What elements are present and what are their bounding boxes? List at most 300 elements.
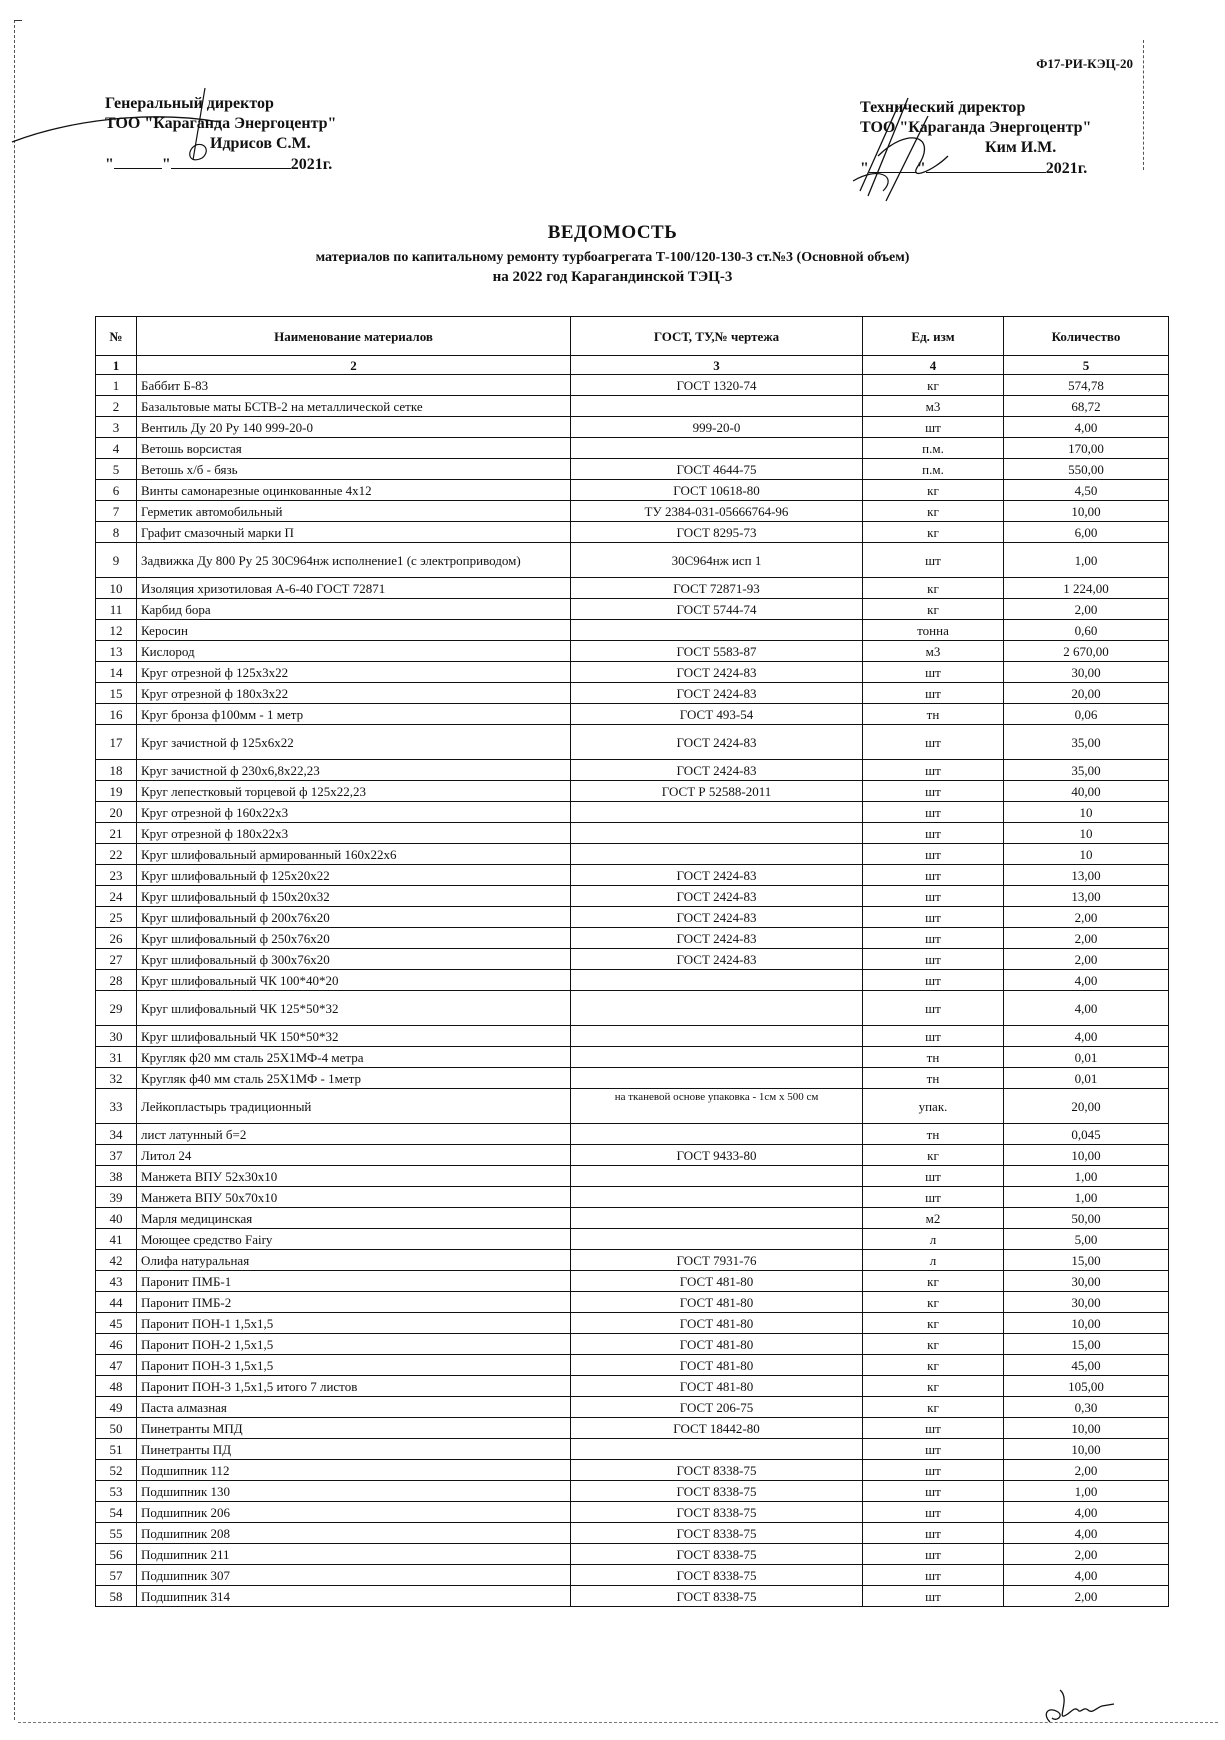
quantity: 2,00 — [1004, 599, 1169, 620]
row-number: 9 — [96, 543, 137, 578]
material-name: Кругляк ф20 мм сталь 25Х1МФ-4 метра — [137, 1047, 571, 1068]
material-name: Круг отрезной ф 160х22х3 — [137, 802, 571, 823]
material-name: Круг шлифовальный ЧК 150*50*32 — [137, 1026, 571, 1047]
date-quote-open: " — [860, 160, 869, 177]
row-number: 46 — [96, 1334, 137, 1355]
gost-reference: ГОСТ 2424-83 — [571, 760, 863, 781]
row-number: 18 — [96, 760, 137, 781]
quantity: 4,00 — [1004, 417, 1169, 438]
unit-of-measure: шт — [863, 844, 1004, 865]
date-quote-close: " — [161, 156, 171, 173]
row-number: 42 — [96, 1250, 137, 1271]
column-number: 2 — [137, 356, 571, 375]
table-row — [96, 1418, 1169, 1439]
gost-reference: ГОСТ 4644-75 — [571, 459, 863, 480]
unit-of-measure: шт — [863, 1544, 1004, 1565]
gost-reference: ГОСТ 8295-73 — [571, 522, 863, 543]
material-name: Круг отрезной ф 180х3х22 — [137, 683, 571, 704]
table-header-row — [96, 317, 1169, 356]
material-name: Пинетранты МПД — [137, 1418, 571, 1439]
row-number: 1 — [96, 375, 137, 396]
quantity: 0,01 — [1004, 1047, 1169, 1068]
material-name: Круг лепестковый торцевой ф 125х22,23 — [137, 781, 571, 802]
material-name: Ветошь х/б - бязь — [137, 459, 571, 480]
quantity: 40,00 — [1004, 781, 1169, 802]
quantity: 10 — [1004, 802, 1169, 823]
quantity: 45,00 — [1004, 1355, 1169, 1376]
material-name: Круг отрезной ф 125х3х22 — [137, 662, 571, 683]
gost-reference: ГОСТ 8338-75 — [571, 1586, 863, 1607]
quantity: 4,00 — [1004, 991, 1169, 1026]
unit-of-measure: шт — [863, 1439, 1004, 1460]
quantity: 1,00 — [1004, 1166, 1169, 1187]
unit-of-measure: шт — [863, 1418, 1004, 1439]
day-blank — [869, 158, 917, 173]
row-number: 39 — [96, 1187, 137, 1208]
col-header-name: Наименование материалов — [137, 317, 571, 356]
quantity: 170,00 — [1004, 438, 1169, 459]
approval-general-director — [105, 94, 336, 175]
gost-reference: ГОСТ Р 52588-2011 — [571, 781, 863, 802]
row-number: 24 — [96, 886, 137, 907]
gost-reference — [571, 1026, 863, 1047]
table-row — [96, 459, 1169, 480]
table-row — [96, 1292, 1169, 1313]
row-number: 4 — [96, 438, 137, 459]
approval-date — [860, 158, 1091, 179]
date-quote-close: " — [916, 160, 926, 177]
unit-of-measure: шт — [863, 662, 1004, 683]
table-row — [96, 1439, 1169, 1460]
quantity: 0,60 — [1004, 620, 1169, 641]
gost-reference: ГОСТ 493-54 — [571, 704, 863, 725]
unit-of-measure: упак. — [863, 1089, 1004, 1124]
unit-of-measure: л — [863, 1229, 1004, 1250]
unit-of-measure: кг — [863, 1376, 1004, 1397]
table-row — [96, 375, 1169, 396]
row-number: 53 — [96, 1481, 137, 1502]
table-row — [96, 865, 1169, 886]
unit-of-measure: кг — [863, 375, 1004, 396]
gost-reference: ГОСТ 481-80 — [571, 1271, 863, 1292]
row-number: 29 — [96, 991, 137, 1026]
column-number: 5 — [1004, 356, 1169, 375]
material-name: Круг зачистной ф 230х6,8х22,23 — [137, 760, 571, 781]
approval-company: ТОО "Караганда Энергоцентр" — [105, 115, 337, 132]
material-name: Подшипник 307 — [137, 1565, 571, 1586]
table-row — [96, 1460, 1169, 1481]
material-name: Манжета ВПУ 50х70х10 — [137, 1187, 571, 1208]
unit-of-measure: кг — [863, 1313, 1004, 1334]
material-name: Изоляция хризотиловая А-6-40 ГОСТ 72871 — [137, 578, 571, 599]
table-row — [96, 1250, 1169, 1271]
gost-reference: ГОСТ 2424-83 — [571, 907, 863, 928]
table-row — [96, 578, 1169, 599]
material-name: Подшипник 206 — [137, 1502, 571, 1523]
gost-reference: ГОСТ 2424-83 — [571, 865, 863, 886]
quantity: 2,00 — [1004, 1460, 1169, 1481]
material-name: Марля медицинская — [137, 1208, 571, 1229]
row-number: 15 — [96, 683, 137, 704]
row-number: 22 — [96, 844, 137, 865]
unit-of-measure: шт — [863, 417, 1004, 438]
gost-reference: ГОСТ 5744-74 — [571, 599, 863, 620]
material-name: Герметик автомобильный — [137, 501, 571, 522]
material-name: Подшипник 130 — [137, 1481, 571, 1502]
gost-reference: на тканевой основе упаковка - 1см х 500 см — [571, 1089, 863, 1124]
table-row — [96, 704, 1169, 725]
row-number: 52 — [96, 1460, 137, 1481]
day-blank — [114, 154, 162, 169]
material-name: Кругляк ф40 мм сталь 25Х1МФ - 1метр — [137, 1068, 571, 1089]
quantity: 2,00 — [1004, 1544, 1169, 1565]
gost-reference — [571, 396, 863, 417]
table-row — [96, 991, 1169, 1026]
gost-reference — [571, 620, 863, 641]
table-row — [96, 1502, 1169, 1523]
unit-of-measure: шт — [863, 949, 1004, 970]
form-code: Ф17-РИ-КЭЦ-20 — [1036, 56, 1133, 71]
quantity: 35,00 — [1004, 760, 1169, 781]
table-row — [96, 620, 1169, 641]
column-number: 4 — [863, 356, 1004, 375]
quantity: 30,00 — [1004, 1271, 1169, 1292]
row-number: 28 — [96, 970, 137, 991]
unit-of-measure: шт — [863, 1523, 1004, 1544]
document-subtitle-year: на 2022 год Карагандинской ТЭЦ-3 — [492, 269, 733, 285]
material-name: Олифа натуральная — [137, 1250, 571, 1271]
table-row — [96, 543, 1169, 578]
gost-reference: ГОСТ 481-80 — [571, 1334, 863, 1355]
row-number: 30 — [96, 1026, 137, 1047]
table-row — [96, 683, 1169, 704]
row-number: 7 — [96, 501, 137, 522]
row-number: 31 — [96, 1047, 137, 1068]
table-row — [96, 417, 1169, 438]
unit-of-measure: тн — [863, 704, 1004, 725]
document-subtitle: материалов по капитальному ремонту турбоагрегата Т-100/120-130-3 ст.№3 (Основной объем) — [315, 250, 910, 265]
row-number: 54 — [96, 1502, 137, 1523]
material-name: Круг шлифовальный ЧК 100*40*20 — [137, 970, 571, 991]
quantity: 0,06 — [1004, 704, 1169, 725]
quantity: 10 — [1004, 823, 1169, 844]
quantity: 2,00 — [1004, 907, 1169, 928]
quantity: 10,00 — [1004, 1313, 1169, 1334]
gost-reference: ГОСТ 8338-75 — [571, 1460, 863, 1481]
material-name: Винты самонарезные оцинкованные 4х12 — [137, 480, 571, 501]
table-row — [96, 802, 1169, 823]
gost-reference: ГОСТ 5583-87 — [571, 641, 863, 662]
table-row — [96, 1586, 1169, 1607]
material-name: Подшипник 208 — [137, 1523, 571, 1544]
material-name: Подшипник 314 — [137, 1586, 571, 1607]
gost-reference — [571, 1439, 863, 1460]
gost-reference: ГОСТ 206-75 — [571, 1397, 863, 1418]
gost-reference — [571, 991, 863, 1026]
row-number: 45 — [96, 1313, 137, 1334]
material-name: Круг шлифовальный ф 250х76х20 — [137, 928, 571, 949]
row-number: 44 — [96, 1292, 137, 1313]
table-row — [96, 1355, 1169, 1376]
scan-corner-mark — [14, 20, 22, 21]
gost-reference: 30С964нж исп 1 — [571, 543, 863, 578]
table-row — [96, 949, 1169, 970]
table-row — [96, 725, 1169, 760]
material-name: Баббит Б-83 — [137, 375, 571, 396]
unit-of-measure: кг — [863, 480, 1004, 501]
table-row — [96, 907, 1169, 928]
unit-of-measure: кг — [863, 1397, 1004, 1418]
material-name: Паронит ПОН-3 1,5х1,5 итого 7 листов — [137, 1376, 571, 1397]
unit-of-measure: кг — [863, 578, 1004, 599]
quantity: 35,00 — [1004, 725, 1169, 760]
quantity: 20,00 — [1004, 1089, 1169, 1124]
material-name: Моющее средство Fairy — [137, 1229, 571, 1250]
table-row — [96, 781, 1169, 802]
gost-reference: 999-20-0 — [571, 417, 863, 438]
row-number: 40 — [96, 1208, 137, 1229]
gost-reference: ГОСТ 8338-75 — [571, 1544, 863, 1565]
row-number: 13 — [96, 641, 137, 662]
quantity: 5,00 — [1004, 1229, 1169, 1250]
quantity: 10,00 — [1004, 1439, 1169, 1460]
column-number: 3 — [571, 356, 863, 375]
material-name: Круг шлифовальный ф 125х20х22 — [137, 865, 571, 886]
row-number: 17 — [96, 725, 137, 760]
row-number: 47 — [96, 1355, 137, 1376]
row-number: 57 — [96, 1565, 137, 1586]
gost-reference — [571, 1047, 863, 1068]
unit-of-measure: шт — [863, 970, 1004, 991]
quantity: 68,72 — [1004, 396, 1169, 417]
table-row — [96, 1313, 1169, 1334]
table-row — [96, 438, 1169, 459]
gost-reference: ГОСТ 2424-83 — [571, 928, 863, 949]
table-row — [96, 1208, 1169, 1229]
unit-of-measure: шт — [863, 1166, 1004, 1187]
row-number: 37 — [96, 1145, 137, 1166]
gost-reference: ГОСТ 9433-80 — [571, 1145, 863, 1166]
document-title-block — [0, 222, 1225, 286]
row-number: 25 — [96, 907, 137, 928]
gost-reference: ГОСТ 8338-75 — [571, 1523, 863, 1544]
quantity: 15,00 — [1004, 1250, 1169, 1271]
unit-of-measure: шт — [863, 907, 1004, 928]
table-row — [96, 1481, 1169, 1502]
col-header-quantity: Количество — [1004, 317, 1169, 356]
table-row — [96, 1026, 1169, 1047]
row-number: 56 — [96, 1544, 137, 1565]
material-name: Круг шлифовальный ф 200х76х20 — [137, 907, 571, 928]
unit-of-measure: шт — [863, 865, 1004, 886]
quantity: 1,00 — [1004, 543, 1169, 578]
approval-year: 2021г. — [1045, 160, 1088, 177]
unit-of-measure: шт — [863, 683, 1004, 704]
quantity: 20,00 — [1004, 683, 1169, 704]
quantity: 30,00 — [1004, 1292, 1169, 1313]
unit-of-measure: шт — [863, 886, 1004, 907]
unit-of-measure: шт — [863, 1026, 1004, 1047]
unit-of-measure: шт — [863, 543, 1004, 578]
row-number: 21 — [96, 823, 137, 844]
unit-of-measure: кг — [863, 1271, 1004, 1292]
row-number: 10 — [96, 578, 137, 599]
scan-border-right — [1143, 40, 1144, 170]
gost-reference: ГОСТ 481-80 — [571, 1292, 863, 1313]
table-row — [96, 1334, 1169, 1355]
quantity: 10,00 — [1004, 1145, 1169, 1166]
table-row — [96, 760, 1169, 781]
document-title: ВЕДОМОСТЬ — [547, 222, 678, 243]
quantity: 0,045 — [1004, 1124, 1169, 1145]
row-number: 11 — [96, 599, 137, 620]
unit-of-measure: м3 — [863, 641, 1004, 662]
gost-reference — [571, 1068, 863, 1089]
column-number: 1 — [96, 356, 137, 375]
row-number: 19 — [96, 781, 137, 802]
col-header-unit: Ед. изм — [863, 317, 1004, 356]
quantity: 2,00 — [1004, 949, 1169, 970]
quantity: 4,50 — [1004, 480, 1169, 501]
table-row — [96, 599, 1169, 620]
row-number: 33 — [96, 1089, 137, 1124]
gost-reference: ГОСТ 8338-75 — [571, 1502, 863, 1523]
material-name: Подшипник 211 — [137, 1544, 571, 1565]
gost-reference — [571, 844, 863, 865]
unit-of-measure: м2 — [863, 1208, 1004, 1229]
quantity: 550,00 — [1004, 459, 1169, 480]
gost-reference — [571, 802, 863, 823]
gost-reference — [571, 1124, 863, 1145]
material-name: Паронит ПОН-3 1,5х1,5 — [137, 1355, 571, 1376]
col-header-gost: ГОСТ, ТУ,№ чертежа — [571, 317, 863, 356]
unit-of-measure: тн — [863, 1124, 1004, 1145]
unit-of-measure: шт — [863, 1586, 1004, 1607]
material-name: Паронит ПМБ-1 — [137, 1271, 571, 1292]
row-number: 12 — [96, 620, 137, 641]
material-name: Графит смазочный марки П — [137, 522, 571, 543]
material-name: Манжета ВПУ 52х30х10 — [137, 1166, 571, 1187]
table-row — [96, 844, 1169, 865]
row-number: 34 — [96, 1124, 137, 1145]
table-row — [96, 1068, 1169, 1089]
material-name: Паста алмазная — [137, 1397, 571, 1418]
gost-reference — [571, 1187, 863, 1208]
material-name: Круг зачистной ф 125х6х22 — [137, 725, 571, 760]
row-number: 3 — [96, 417, 137, 438]
gost-reference: ГОСТ 8338-75 — [571, 1565, 863, 1586]
quantity: 4,00 — [1004, 1502, 1169, 1523]
gost-reference: ГОСТ 72871-93 — [571, 578, 863, 599]
quantity: 6,00 — [1004, 522, 1169, 543]
scan-border-bottom — [18, 1722, 1218, 1723]
table-row — [96, 970, 1169, 991]
unit-of-measure: м3 — [863, 396, 1004, 417]
quantity: 50,00 — [1004, 1208, 1169, 1229]
table-row — [96, 1523, 1169, 1544]
material-name: лист латунный б=2 — [137, 1124, 571, 1145]
unit-of-measure: шт — [863, 1460, 1004, 1481]
gost-reference — [571, 970, 863, 991]
unit-of-measure: шт — [863, 725, 1004, 760]
table-row — [96, 1544, 1169, 1565]
unit-of-measure: кг — [863, 599, 1004, 620]
quantity: 13,00 — [1004, 886, 1169, 907]
table-row — [96, 396, 1169, 417]
gost-reference: ГОСТ 2424-83 — [571, 662, 863, 683]
gost-reference: ГОСТ 2424-83 — [571, 725, 863, 760]
date-quote-open: " — [105, 156, 114, 173]
row-number: 14 — [96, 662, 137, 683]
unit-of-measure: шт — [863, 760, 1004, 781]
quantity: 2,00 — [1004, 1586, 1169, 1607]
material-name: Ветошь ворсистая — [137, 438, 571, 459]
table-row — [96, 1047, 1169, 1068]
gost-reference — [571, 1208, 863, 1229]
unit-of-measure: шт — [863, 928, 1004, 949]
table-row — [96, 480, 1169, 501]
quantity: 4,00 — [1004, 970, 1169, 991]
gost-reference: ГОСТ 2424-83 — [571, 683, 863, 704]
quantity: 4,00 — [1004, 1565, 1169, 1586]
table-row — [96, 823, 1169, 844]
unit-of-measure: тонна — [863, 620, 1004, 641]
unit-of-measure: шт — [863, 1502, 1004, 1523]
quantity: 0,01 — [1004, 1068, 1169, 1089]
material-name: Паронит ПОН-1 1,5х1,5 — [137, 1313, 571, 1334]
col-header-number: № — [96, 317, 137, 356]
table-row — [96, 662, 1169, 683]
quantity: 30,00 — [1004, 662, 1169, 683]
table-row — [96, 1397, 1169, 1418]
table-row — [96, 522, 1169, 543]
material-name: Круг шлифовальный ЧК 125*50*32 — [137, 991, 571, 1026]
row-number: 38 — [96, 1166, 137, 1187]
material-name: Керосин — [137, 620, 571, 641]
row-number: 41 — [96, 1229, 137, 1250]
gost-reference: ГОСТ 481-80 — [571, 1376, 863, 1397]
row-number: 2 — [96, 396, 137, 417]
row-number: 43 — [96, 1271, 137, 1292]
material-name: Пинетранты ПД — [137, 1439, 571, 1460]
material-name: Подшипник 112 — [137, 1460, 571, 1481]
material-name: Круг шлифовальный армированный 160х22х6 — [137, 844, 571, 865]
approval-company: ТОО "Караганда Энергоцентр" — [860, 119, 1092, 136]
row-number: 49 — [96, 1397, 137, 1418]
row-number: 8 — [96, 522, 137, 543]
material-name: Задвижка Ду 800 Ру 25 30С964нж исполнение1 (с электроприводом) — [137, 543, 571, 578]
unit-of-measure: п.м. — [863, 438, 1004, 459]
material-name: Круг отрезной ф 180х22х3 — [137, 823, 571, 844]
gost-reference — [571, 1166, 863, 1187]
unit-of-measure: шт — [863, 991, 1004, 1026]
unit-of-measure: шт — [863, 802, 1004, 823]
unit-of-measure: шт — [863, 1481, 1004, 1502]
gost-reference: ГОСТ 8338-75 — [571, 1481, 863, 1502]
material-name: Литол 24 — [137, 1145, 571, 1166]
unit-of-measure: л — [863, 1250, 1004, 1271]
unit-of-measure: шт — [863, 1187, 1004, 1208]
row-number: 5 — [96, 459, 137, 480]
table-row — [96, 1145, 1169, 1166]
material-name: Карбид бора — [137, 599, 571, 620]
gost-reference: ГОСТ 481-80 — [571, 1313, 863, 1334]
quantity: 10,00 — [1004, 501, 1169, 522]
gost-reference — [571, 1229, 863, 1250]
material-name: Базальтовые маты БСТВ-2 на металлической сетке — [137, 396, 571, 417]
table-row — [96, 1271, 1169, 1292]
unit-of-measure: тн — [863, 1068, 1004, 1089]
